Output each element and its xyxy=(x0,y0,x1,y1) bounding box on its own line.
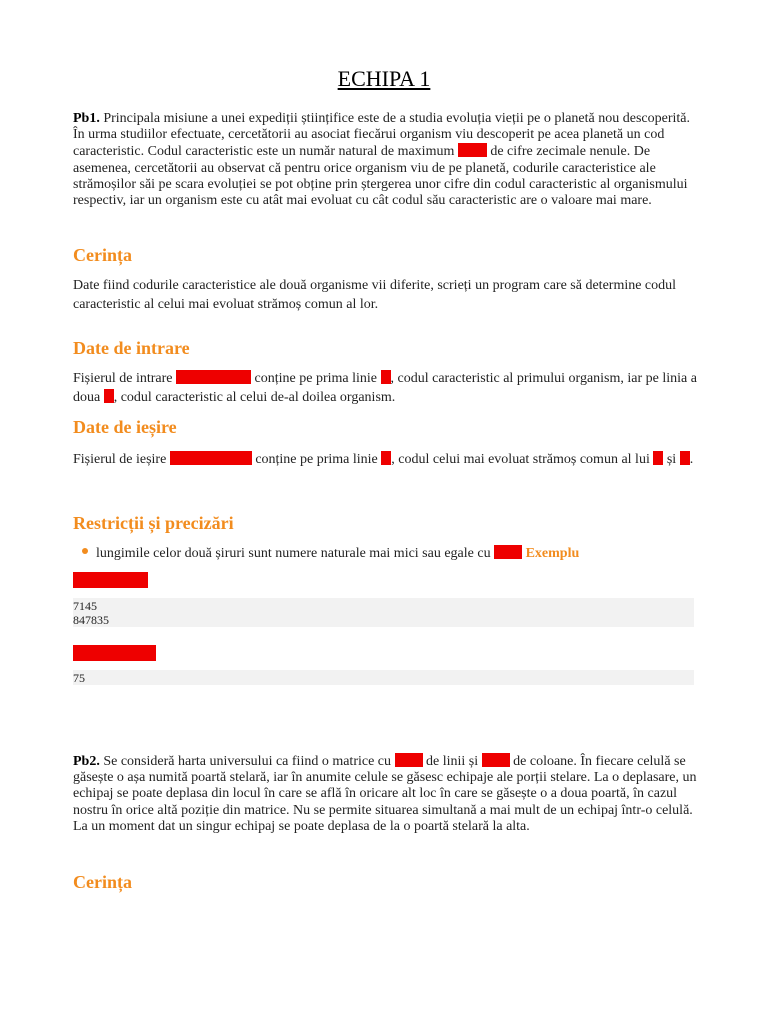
date-iesire-heading: Date de ieșire xyxy=(73,417,177,437)
redaction-box xyxy=(395,753,423,767)
iesire-text-5: . xyxy=(689,452,694,467)
redaction-box xyxy=(170,451,252,465)
redaction-box xyxy=(381,370,391,384)
example-output-line: 75 xyxy=(73,671,85,685)
page-title: ECHIPA 1 xyxy=(337,66,431,91)
example-input-line: 7145 xyxy=(73,599,97,613)
bullet-dot-icon xyxy=(82,548,88,554)
example-input-line: 847835 xyxy=(73,613,109,627)
pb1-paragraph xyxy=(73,111,698,209)
restrictii-bullet xyxy=(96,545,579,562)
redaction-box xyxy=(176,370,251,384)
pb2-text-1: Se consideră harta universului ca fiind o matrice cu xyxy=(99,754,395,769)
redaction-box xyxy=(104,389,114,403)
pb1-text-a: Principala misiune a unei expediții științifice este de a studia evoluția vieții pe o planetă nou descoperită. În urma studiilor efectuate, cercetătorii au asociat fiecărui organism viu descoperit pe acea planetă un cod caracteristic. Codul caracteristic este un număr natural de maximum xyxy=(73,111,690,160)
pb2-text-2: de linii și xyxy=(422,754,482,769)
cerinta-text: Date fiind codurile caracteristice ale două organisme vii diferite, scrieți un program care să determine codul caracteristic al celui mai evoluat strămoș comun al lor. xyxy=(73,278,677,312)
pb2-paragraph xyxy=(73,753,698,835)
pb2-label: Pb2. xyxy=(73,754,100,769)
redacted-input-filename xyxy=(73,572,148,588)
date-iesire-text xyxy=(73,450,698,469)
redacted-output-filename xyxy=(73,645,156,661)
iesire-text-1: Fișierul de ieșire xyxy=(73,452,170,467)
bullet-text: lungimile celor două șiruri sunt numere naturale mai mici sau egale cu xyxy=(96,546,495,561)
date-intrare-text xyxy=(73,369,698,407)
redaction-box xyxy=(653,451,663,465)
intrare-text-1: Fișierul de intrare xyxy=(73,371,177,386)
redaction-box xyxy=(494,545,522,559)
example-input-block xyxy=(73,598,694,627)
example-output-block xyxy=(73,670,694,685)
restrictii-heading: Restricții și precizări xyxy=(73,513,234,533)
cerinta2-heading: Cerința xyxy=(73,872,132,892)
pb2-text-3: de coloane. În fiecare celulă se găsește o așa numită poartă stelară, iar în anumite celule se găsesc echipaje ale porții stelare. La o deplasare, un echipaj se poate deplasa din locul în care se află în oricare alt loc în care se găsește o a doua poartă, în cazul nostru în orice altă poziție din matrice. Nu se permite situarea simultană a mai mult de un echipaj într-o celulă. La un moment dat un singur echipaj se poate deplasa de la o poartă stelară la alta. xyxy=(73,754,697,834)
date-intrare-heading: Date de intrare xyxy=(73,338,190,358)
example-label: Exemplu xyxy=(525,546,580,561)
redaction-box xyxy=(458,143,487,157)
iesire-text-2: conține pe prima linie xyxy=(251,452,382,467)
intrare-text-3: , codul caracteristic al primului organism, iar pe linia a doua xyxy=(73,371,697,405)
redaction-box xyxy=(482,753,510,767)
intrare-text-4: , codul caracteristic al celui de-al doilea organism. xyxy=(113,390,396,405)
pb1-text-b: de cifre zecimale nenule. De asemenea, cercetătorii au observat că pentru orice organism viu de pe planetă, codurile caracteristice ale strămoșilor săi pe scara evoluției se pot obține prin ștergerea unor cifre din codul caracteristic al organismului respectiv, iar un organism este cu atât mai evoluat cu cât codul său caracteristic are o valoare mai mare. xyxy=(73,144,688,209)
pb1-label: Pb1. xyxy=(73,111,100,126)
iesire-text-4: și xyxy=(663,452,680,467)
redaction-box xyxy=(680,451,690,465)
iesire-text-3: , codul celui mai evoluat strămoș comun al lui xyxy=(391,452,654,467)
redaction-box xyxy=(381,451,391,465)
cerinta-heading: Cerința xyxy=(73,245,132,265)
intrare-text-2: conține pe prima linie xyxy=(251,371,381,386)
